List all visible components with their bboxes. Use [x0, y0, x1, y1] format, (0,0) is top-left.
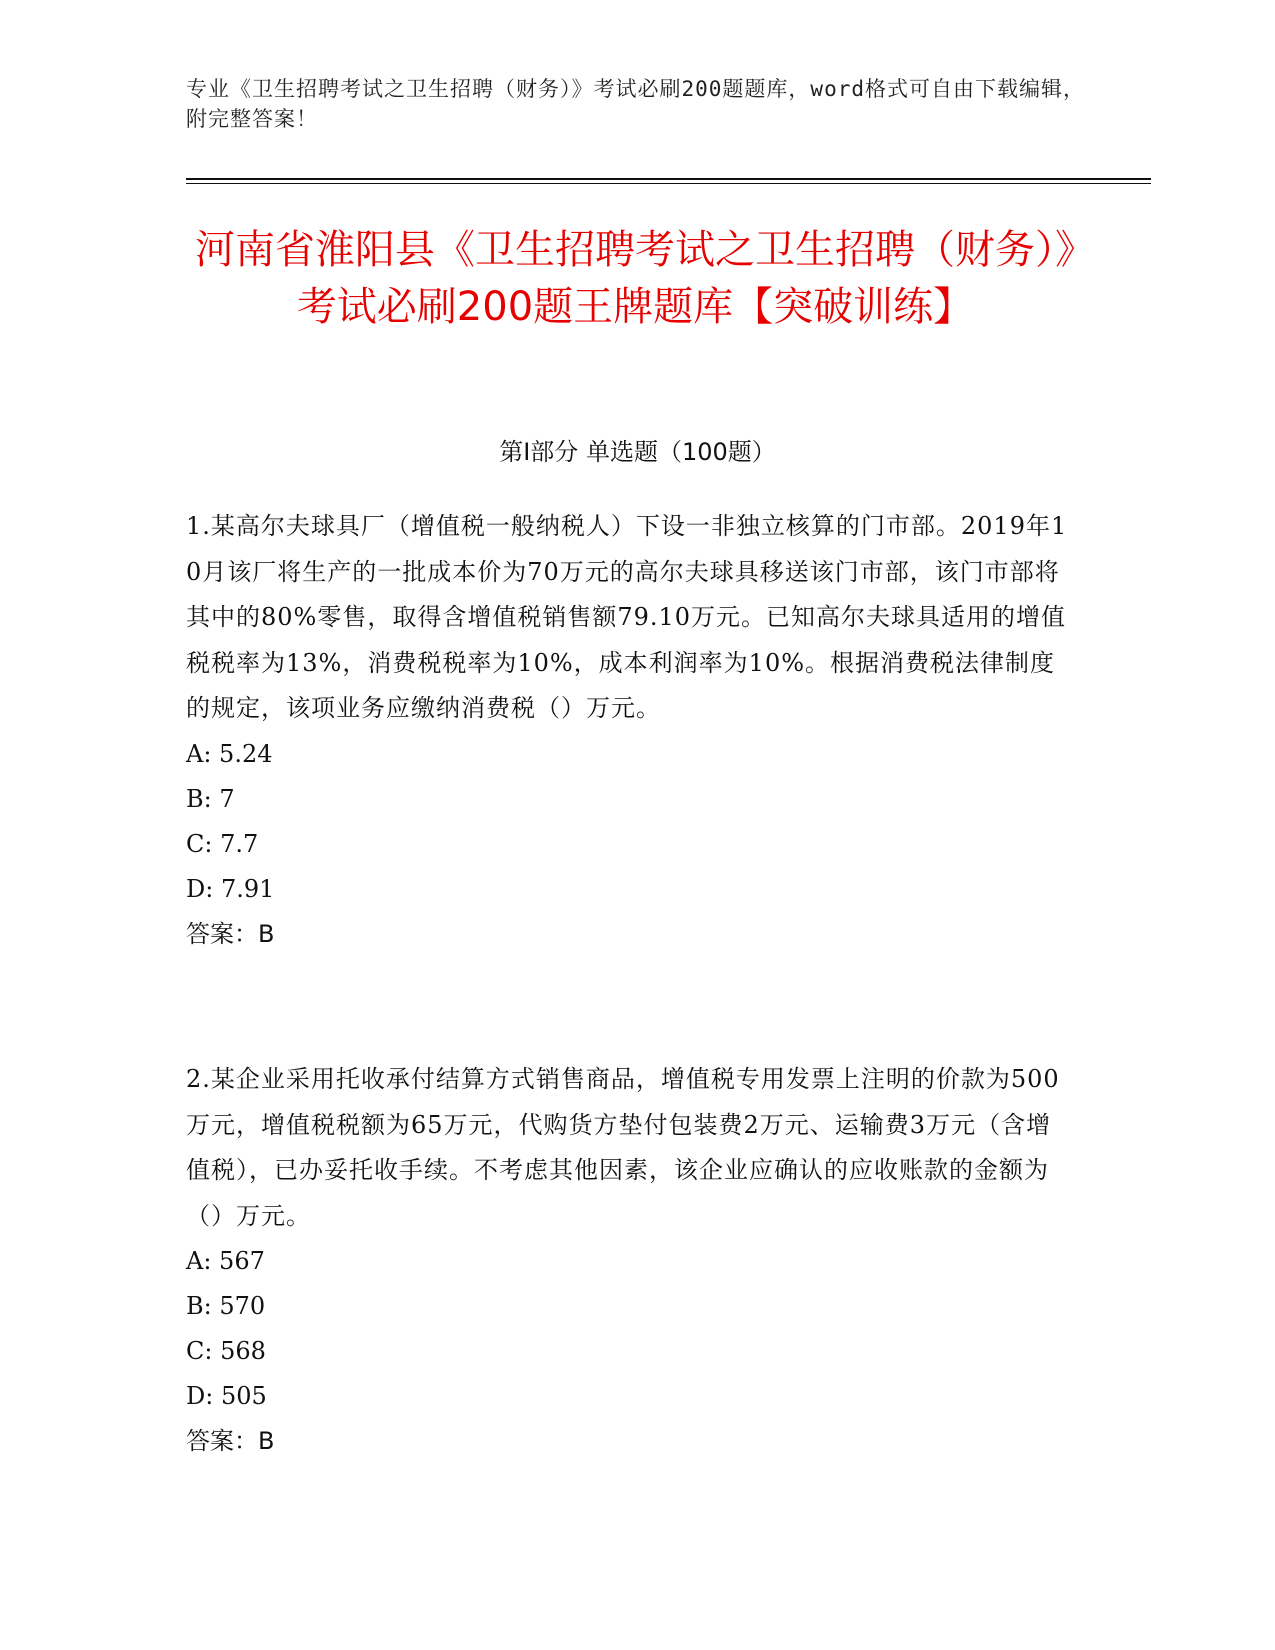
question-2-stem: 2.某企业采用托收承付结算方式销售商品，增值税专用发票上注明的价款为500万元，增值税税额为65万元，代购货方垫付包装费2万元、运输费3万元（含增值税），已办妥托收手续。不考虑其他因素，该企业应确认的应收账款的金额为（）万元。	[186, 1065, 1060, 1230]
section-heading: 第Ⅰ部分 单选题（100题）	[499, 438, 776, 466]
question-1	[186, 504, 1076, 957]
question-1-stem: 1.某高尔夫球具厂（增值税一般纳税人）下设一非独立核算的门市部。2019年10月该厂将生产的一批成本价为70万元的高尔夫球具移送该门市部，该门市部将其中的80%零售，取得含增值税销售额79.10万元。已知高尔夫球具适用的增值税税率为13%，消费税税率为10%，成本利润率为10%。根据消费税法律制度的规定，该项业务应缴纳消费税（）万元。	[186, 512, 1068, 722]
question-2-answer: 答案：B	[186, 1427, 275, 1455]
question-1-option-d: D: 7.91	[186, 874, 275, 903]
header-rule-thin	[186, 183, 1151, 184]
header-rule-thick	[186, 178, 1151, 180]
question-2-option-d: D: 505	[186, 1382, 267, 1410]
question-1-answer: 答案：B	[186, 919, 275, 948]
question-1-option-c: C: 7.7	[186, 829, 259, 858]
question-1-option-b: B: 7	[186, 784, 235, 813]
question-2	[186, 1057, 1076, 1464]
header-note: 专业《卫生招聘考试之卫生招聘（财务）》考试必刷200题题库，word格式可自由下载编辑，附完整答案！	[186, 77, 1085, 131]
question-2-option-b: B: 570	[186, 1292, 266, 1320]
question-1-option-a: A: 5.24	[186, 739, 273, 768]
document-title: 河南省淮阳县《卫生招聘考试之卫生招聘（财务）》考试必刷200题王牌题库【突破训练】	[195, 227, 1075, 330]
question-2-option-a: A: 567	[186, 1247, 265, 1275]
question-2-option-c: C: 568	[186, 1337, 266, 1365]
